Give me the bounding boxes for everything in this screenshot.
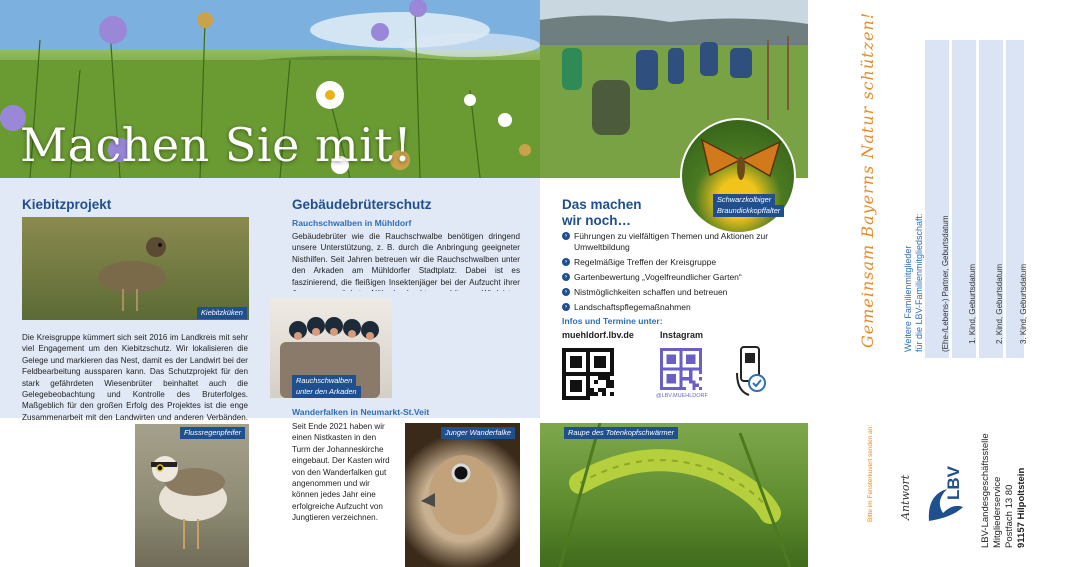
website-label: muehldorf.lbv.de (562, 330, 634, 340)
phone-scan-icon (735, 345, 767, 399)
activity-item (562, 287, 782, 298)
kiebitz-photo-caption: Kiebitzküken (197, 307, 247, 319)
flussregenpfeifer-caption: Flussregenpfeifer (180, 427, 245, 439)
child1-label: 1. Kind, Geburtsdatum (968, 263, 977, 344)
falcon-caption: Junger Wanderfalke (441, 427, 515, 439)
info-heading: Infos und Termine unter: (562, 316, 663, 326)
partner-label: (Ehe-/Lebens-) Partner, Geburtsdatum (941, 215, 950, 352)
slogan: Gemeinsam Bayerns Natur schützen! (858, 11, 877, 348)
activity-item (562, 272, 782, 283)
address-line-2: Mitgliederservice (992, 476, 1003, 548)
chevron-right-icon: › (562, 258, 570, 266)
activity-item-text: Gartenbewertung „Vogelfreundlicher Garten“ (574, 272, 742, 282)
more-heading (562, 197, 642, 229)
caterpillar-illustration (540, 423, 808, 567)
kiebitz-body-continuation (22, 422, 130, 502)
chick-illustration (22, 217, 249, 320)
chevron-right-icon: › (562, 303, 570, 311)
gebaeude-body-continuation (398, 289, 520, 403)
activity-item-text: Nistmöglichkeiten schaffen und betreuen (574, 287, 728, 297)
more-heading-line-1: Das machen (562, 197, 642, 212)
chevron-right-icon: › (562, 232, 570, 240)
family-info (903, 213, 925, 352)
qr-code-pattern (562, 348, 614, 400)
caterpillar-photo (540, 423, 808, 567)
chevron-right-icon: › (562, 273, 570, 281)
falcon-illustration (405, 423, 520, 567)
qr-code-pattern-instagram (660, 348, 702, 390)
flussregenpfeifer-photo (135, 424, 249, 567)
more-heading-line-2: wir noch… (562, 213, 632, 228)
swallows-caption-1: Rauchschwalben (292, 375, 356, 387)
page-title: Machen Sie mit! (20, 118, 413, 172)
gebaeude-body-1 (292, 231, 520, 291)
hero-meadow-photo (0, 0, 540, 178)
phone-check-icon (735, 345, 767, 399)
activity-item (562, 302, 782, 313)
activity-item (562, 257, 782, 268)
wanderfalken-subheading: Wanderfalken in Neumarkt-St.Veit (292, 407, 430, 417)
family-line-2: für die LBV-Familienmitgliedschaft: (914, 213, 924, 352)
address-line-3: Postfach 13 80 (1004, 484, 1015, 548)
activities-list (562, 231, 782, 317)
child3-label: 3. Kind, Geburtsdatum (1019, 263, 1028, 344)
chevron-right-icon: › (562, 288, 570, 296)
rauchschwalben-subheading: Rauchschwalben in Mühldorf (292, 218, 412, 228)
butterfly-caption-line-1: Schwarzkolbiger (717, 195, 772, 204)
website-qr-code[interactable] (562, 348, 614, 400)
address-line-1: LBV-Landesgeschäftsstelle (980, 433, 991, 548)
wanderfalken-body (292, 421, 396, 541)
gebaeude-heading: Gebäudebrüterschutz (292, 197, 432, 212)
butterfly-caption-line-2: Braundickkopffalter (717, 206, 781, 215)
kiebitz-body-1 (22, 332, 248, 422)
swallows-caption-2: unter den Arkaden (292, 386, 361, 398)
kiebitz-heading: Kiebitzprojekt (22, 197, 112, 212)
family-line-1: Weitere Familienmitglieder (903, 245, 913, 352)
gebaeude-body-text: Gebäudebrüter wie die Rauchschwalbe benötigen dringend unsere Unterstützung, z. B. durch die Anbringung geeigneter Nisthilfen. Seit Jahren betreuen wir die Rauchschwalben unter den Arkaden am Mühldorfer Stadtplatz. Dabei ist es faszinierend, die fleißigen Insektenjäger bei der Aufzucht ihrer (292, 232, 520, 287)
instagram-qr-code[interactable] (660, 348, 702, 390)
address-line-4: 91157 Hilpoltstein (1016, 467, 1027, 548)
instagram-handle: @LBV.MUEHLDORF (656, 393, 708, 399)
activity-item (562, 231, 782, 253)
envelope-note: Bitte im Fensterkuvert senden an: (867, 424, 874, 522)
plover-illustration (135, 424, 249, 567)
instagram-label: Instagram (660, 330, 704, 340)
activity-item-text: Führungen zu vielfältigen Themen und Aktionen zur Umweltbildung (574, 231, 769, 252)
caterpillar-caption: Raupe des Totenkopfschwärmer (564, 427, 678, 439)
lbv-logo-text: LBV (944, 466, 963, 500)
butterfly-caption-2 (713, 205, 784, 217)
falcon-photo (405, 423, 520, 567)
antwort-label: Antwort (899, 474, 912, 520)
child2-label: 2. Kind, Geburtsdatum (995, 263, 1004, 344)
kiebitz-body-text: Die Kreisgruppe kümmert sich seit 2016 im Landkreis mit sehr viel Engagement um den Kiebitzschutz. Wir lokalisieren die Gelege und markieren das Nest, damit es der Landwirt bei der Feldbearbeitung aussparen kann. Das Schutzprojekt für den stark gefährdeten Wiesenbrüter beinhaltet auch die Gelegebeobachtung und Kontrolle des Bruterfolges. Maßgeblich für den großen Erfolg des Projektes ist die enge Zusammenarbeit mit den Landwirten und anderen Verbänden. (22, 333, 248, 422)
activity-item-text: Landschaftspflegemaßnahmen (574, 302, 691, 312)
wanderfalken-body-text: Seit Ende 2021 haben wir einen Nistkasten in den Turm der Johanneskirche eingebaut. Der Kasten wird von den Wanderfalken gut angenommen und wir können jedes Jahr eine erfolgreiche Aufzucht von Jungtieren verzeichnen. (292, 422, 390, 523)
kiebitz-chick-photo (22, 217, 249, 320)
activity-item-text: Regelmäßige Treffen der Kreisgruppe (574, 257, 717, 267)
address-block (980, 433, 1028, 548)
